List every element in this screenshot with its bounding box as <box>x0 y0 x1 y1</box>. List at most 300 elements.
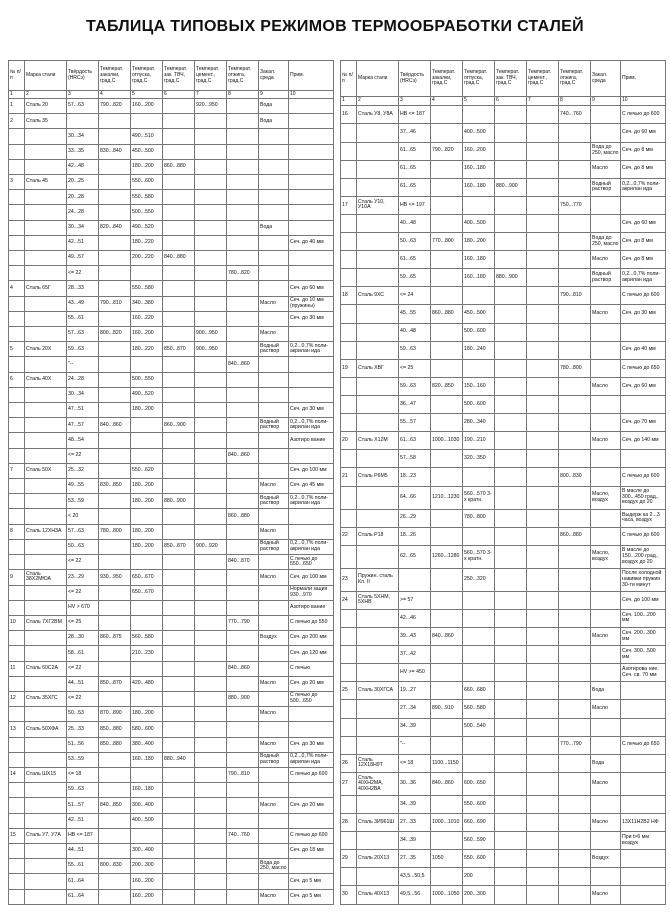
cell-col-7 <box>195 707 227 722</box>
cell-col-4 <box>431 736 463 754</box>
table-row <box>9 615 334 630</box>
cell-col-10 <box>289 524 334 539</box>
cell-col-4 <box>431 682 463 700</box>
cell-col-2 <box>357 178 399 196</box>
cell-col-7 <box>527 591 559 609</box>
cell-col-8 <box>227 159 259 174</box>
cell-col-7 <box>195 190 227 205</box>
cell-col-10: Сеч. до 8 мм <box>621 160 666 178</box>
cell-col-8 <box>559 795 591 813</box>
cell-col-2 <box>25 311 67 326</box>
cell-col-4 <box>431 269 463 287</box>
cell-col-7 <box>195 418 227 433</box>
cell-col-3: 57...63 <box>67 99 99 114</box>
cell-col-6 <box>495 754 527 772</box>
cell-col-3: HB <= 197 <box>399 196 431 214</box>
cell-col-7: 900...920 <box>195 539 227 554</box>
cell-col-6 <box>163 737 195 752</box>
cell-col-4 <box>431 323 463 341</box>
cell-col-1 <box>9 859 25 874</box>
cell-col-5: 150...160 <box>463 377 495 395</box>
table-row <box>9 357 334 372</box>
cell-col-5: 660...690 <box>463 814 495 832</box>
cell-col-6 <box>495 628 527 646</box>
cell-col-6 <box>495 377 527 395</box>
cell-col-2 <box>25 387 67 402</box>
cell-col-9: Масло <box>259 524 289 539</box>
cell-col-10: С печью до 650 <box>621 359 666 377</box>
table-row <box>9 874 334 889</box>
cell-col-3: 42...51 <box>67 813 99 828</box>
cell-col-7 <box>195 114 227 129</box>
cell-col-1: 29 <box>341 850 357 868</box>
cell-col-5: 160...180 <box>463 160 495 178</box>
cell-col-5 <box>131 661 163 676</box>
cell-col-4: 840...860 <box>431 628 463 646</box>
cell-col-4 <box>431 341 463 359</box>
table-row <box>9 296 334 311</box>
cell-col-3: HB <= 187 <box>399 106 431 124</box>
cell-col-4: 1210...1230 <box>431 486 463 509</box>
cell-col-9: Масло <box>259 737 289 752</box>
cell-col-2 <box>25 707 67 722</box>
cell-col-10: С печью <box>289 661 334 676</box>
cell-col-4 <box>99 159 131 174</box>
cell-col-5: 550...580 <box>131 281 163 296</box>
table-row <box>341 509 666 527</box>
cell-col-8: 840...860 <box>227 661 259 676</box>
cell-col-9 <box>591 832 621 850</box>
table-row <box>341 795 666 813</box>
cell-col-1 <box>9 889 25 904</box>
cell-col-1 <box>341 795 357 813</box>
cell-col-9 <box>259 403 289 418</box>
table-row <box>9 555 334 570</box>
cell-col-4 <box>99 266 131 281</box>
cell-col-8 <box>559 609 591 627</box>
cell-col-9 <box>591 323 621 341</box>
cell-col-8 <box>227 722 259 737</box>
cell-col-10: Сеч. до 60 мм <box>621 124 666 142</box>
cell-col-2 <box>357 486 399 509</box>
cell-col-4: 1000...1030 <box>431 432 463 450</box>
cell-col-5: 180...220 <box>131 342 163 357</box>
cell-col-2 <box>357 396 399 414</box>
cell-col-1 <box>341 214 357 232</box>
cell-col-3: 24...28 <box>67 372 99 387</box>
cell-col-9 <box>259 387 289 402</box>
cell-col-3: 28...30 <box>67 631 99 646</box>
table-row <box>9 798 334 813</box>
cell-col-1 <box>9 205 25 220</box>
table-row <box>9 129 334 144</box>
cell-col-1: 1 <box>9 99 25 114</box>
cell-col-5 <box>463 664 495 682</box>
cell-col-10 <box>289 144 334 159</box>
cell-col-8 <box>559 832 591 850</box>
cell-col-7 <box>195 555 227 570</box>
cell-col-8 <box>559 591 591 609</box>
cell-col-1 <box>9 539 25 554</box>
cell-col-6 <box>495 287 527 305</box>
cell-col-6 <box>163 357 195 372</box>
cell-col-9 <box>259 129 289 144</box>
cell-col-1: 25 <box>341 682 357 700</box>
table-row <box>341 772 666 795</box>
cell-col-10: С печью до 600 <box>621 287 666 305</box>
cell-col-4 <box>431 646 463 664</box>
cell-col-3: 59...63 <box>67 342 99 357</box>
cell-col-7 <box>527 341 559 359</box>
cell-col-1 <box>341 450 357 468</box>
cell-col-3: <= 22 <box>67 555 99 570</box>
cell-col-2 <box>357 269 399 287</box>
cell-col-6: 840...880 <box>163 251 195 266</box>
cell-col-9 <box>591 609 621 627</box>
table-row <box>9 114 334 129</box>
cell-col-6 <box>495 568 527 591</box>
cell-col-3: HB <= 187 <box>67 828 99 843</box>
cell-col-2 <box>357 323 399 341</box>
cell-col-9 <box>259 281 289 296</box>
cell-col-9 <box>259 357 289 372</box>
cell-col-9 <box>259 615 289 630</box>
column-number-row <box>9 91 334 99</box>
cell-col-8 <box>559 160 591 178</box>
cell-col-2 <box>25 737 67 752</box>
cell-col-9 <box>259 722 289 737</box>
cell-col-10 <box>289 220 334 235</box>
cell-col-7 <box>195 859 227 874</box>
cell-col-3: <= 24 <box>399 287 431 305</box>
cell-col-8 <box>227 463 259 478</box>
cell-col-10 <box>289 509 334 524</box>
cell-col-2 <box>357 414 399 432</box>
cell-col-5 <box>131 509 163 524</box>
cell-col-3: 42...48 <box>67 159 99 174</box>
cell-col-4 <box>431 160 463 178</box>
cell-col-10: 13Х11Н2В2 НФ <box>621 814 666 832</box>
cell-col-10: Сеч. до 30 мм <box>289 403 334 418</box>
cell-col-3: Твёрдость (HRCэ) <box>67 61 99 91</box>
cell-col-8 <box>227 707 259 722</box>
cell-col-5: 450...500 <box>463 305 495 323</box>
cell-col-3: 62...65 <box>399 545 431 568</box>
cell-col-2 <box>25 235 67 250</box>
cell-col-9 <box>591 646 621 664</box>
cell-col-1: 1 <box>341 97 357 106</box>
cell-col-10: С печью до 500...650 <box>289 691 334 706</box>
cell-col-8 <box>227 190 259 205</box>
cell-col-6 <box>163 433 195 448</box>
table-row <box>341 700 666 718</box>
table-row <box>9 159 334 174</box>
cell-col-9 <box>591 450 621 468</box>
cell-col-7 <box>195 403 227 418</box>
cell-col-10 <box>621 850 666 868</box>
cell-col-10 <box>621 718 666 736</box>
table-row <box>341 591 666 609</box>
cell-col-9: Вода <box>259 220 289 235</box>
cell-col-3: HV >= 450 <box>399 664 431 682</box>
cell-col-8 <box>227 783 259 798</box>
table-row <box>9 783 334 798</box>
cell-col-3: 25...33 <box>67 722 99 737</box>
cell-col-3: <= 25 <box>399 359 431 377</box>
table-row <box>9 843 334 858</box>
cell-col-8: 860...880 <box>227 509 259 524</box>
cell-col-1 <box>341 718 357 736</box>
cell-col-2 <box>357 305 399 323</box>
cell-col-5 <box>131 357 163 372</box>
cell-col-8 <box>227 387 259 402</box>
cell-col-3: 28...33 <box>67 281 99 296</box>
cell-col-6 <box>495 736 527 754</box>
cell-col-7 <box>195 722 227 737</box>
cell-col-10: 0,2...0,7% поли-акрилан ида <box>289 752 334 767</box>
cell-col-3: 61...65 <box>399 160 431 178</box>
cell-col-7 <box>195 479 227 494</box>
cell-col-2 <box>357 124 399 142</box>
cell-col-7: 900...950 <box>195 327 227 342</box>
cell-col-9: Вода <box>591 682 621 700</box>
cell-col-10: 0,2...0,7% поли-акрилан ида <box>289 418 334 433</box>
cell-col-2: Сталь ШХ15 <box>25 767 67 782</box>
cell-col-10: Сеч. 100...200 мм <box>621 609 666 627</box>
cell-col-7 <box>527 527 559 545</box>
cell-col-9 <box>259 828 289 843</box>
cell-col-9: Масло <box>259 296 289 311</box>
table-row <box>341 628 666 646</box>
cell-col-8 <box>227 646 259 661</box>
cell-col-6 <box>495 814 527 832</box>
cell-col-8 <box>227 570 259 585</box>
cell-col-6 <box>495 450 527 468</box>
cell-col-5: 550...620 <box>131 463 163 478</box>
cell-col-7 <box>195 220 227 235</box>
cell-col-2 <box>25 403 67 418</box>
cell-col-6 <box>163 631 195 646</box>
cell-col-9 <box>591 868 621 886</box>
cell-col-5 <box>463 646 495 664</box>
cell-col-6 <box>495 545 527 568</box>
cell-col-7 <box>527 142 559 160</box>
cell-col-4: 800...830 <box>99 859 131 874</box>
cell-col-4 <box>431 178 463 196</box>
cell-col-1 <box>341 832 357 850</box>
cell-col-8 <box>559 545 591 568</box>
cell-col-1: 7 <box>9 463 25 478</box>
cell-col-10 <box>289 387 334 402</box>
table-row <box>9 311 334 326</box>
cell-col-2 <box>25 813 67 828</box>
cell-col-10: Выдерж ка 2...3 часа, воздух <box>621 509 666 527</box>
cell-col-3: 43...49 <box>67 296 99 311</box>
cell-col-3: 42...51 <box>67 235 99 250</box>
cell-col-9: Вода до 250, масло <box>259 859 289 874</box>
cell-col-7 <box>195 843 227 858</box>
table-row <box>341 106 666 124</box>
table-row <box>341 214 666 232</box>
cell-col-8 <box>227 327 259 342</box>
cell-col-5 <box>131 767 163 782</box>
cell-col-7 <box>195 631 227 646</box>
cell-col-7 <box>195 129 227 144</box>
cell-col-2 <box>25 600 67 615</box>
table-row <box>341 251 666 269</box>
cell-col-9: Закал. среда <box>259 61 289 91</box>
cell-col-10 <box>621 450 666 468</box>
cell-col-7 <box>527 450 559 468</box>
cell-col-1 <box>341 646 357 664</box>
cell-col-9: Водный раствор <box>259 752 289 767</box>
cell-col-4: 860...880 <box>431 305 463 323</box>
table-row <box>9 661 334 676</box>
cell-col-5 <box>131 266 163 281</box>
cell-col-1 <box>9 357 25 372</box>
cell-col-7 <box>527 568 559 591</box>
cell-col-6 <box>163 281 195 296</box>
cell-col-10 <box>289 707 334 722</box>
cell-col-1 <box>9 235 25 250</box>
cell-col-2: Сталь Х12М <box>357 432 399 450</box>
cell-col-5 <box>463 628 495 646</box>
cell-col-10: 0,2...0,7% поли-акрилан ида <box>621 178 666 196</box>
cell-col-5: 780...800 <box>463 509 495 527</box>
cell-col-2: Марка стали <box>25 61 67 91</box>
cell-col-1 <box>9 585 25 600</box>
cell-col-6: 860...900 <box>163 418 195 433</box>
cell-col-7 <box>527 124 559 142</box>
cell-col-2 <box>25 296 67 311</box>
cell-col-2 <box>25 494 67 509</box>
cell-col-6 <box>163 311 195 326</box>
cell-col-2 <box>357 509 399 527</box>
cell-col-8 <box>227 281 259 296</box>
cell-col-1: № п/п <box>9 61 25 91</box>
cell-col-2: Сталь 12Х18Н9Т <box>357 754 399 772</box>
cell-col-9 <box>259 433 289 448</box>
cell-col-5: 200...300 <box>131 859 163 874</box>
cell-col-3: 61...64 <box>67 874 99 889</box>
cell-col-7 <box>195 387 227 402</box>
cell-col-1: 5 <box>9 342 25 357</box>
cell-col-2: Сталь 35ХГС <box>25 691 67 706</box>
cell-col-9: Масло <box>591 377 621 395</box>
cell-col-2: Сталь 40Х13 <box>357 886 399 905</box>
cell-col-6 <box>495 868 527 886</box>
cell-col-4 <box>431 450 463 468</box>
cell-col-7 <box>527 196 559 214</box>
cell-col-7 <box>195 357 227 372</box>
cell-col-1 <box>9 798 25 813</box>
cell-col-5 <box>463 359 495 377</box>
table-row <box>341 359 666 377</box>
cell-col-10: Сеч. до 8 мм <box>621 142 666 160</box>
cell-col-10 <box>289 859 334 874</box>
cell-col-6 <box>495 509 527 527</box>
cell-col-6 <box>495 700 527 718</box>
cell-col-5 <box>463 468 495 486</box>
cell-col-7 <box>195 524 227 539</box>
cell-col-2: Сталь У10, У10А <box>357 196 399 214</box>
cell-col-6: 880...940 <box>163 752 195 767</box>
cell-col-7 <box>195 266 227 281</box>
cell-col-3: 42...46 <box>399 609 431 627</box>
column-number-row <box>341 97 666 106</box>
cell-col-7 <box>195 798 227 813</box>
cell-col-4 <box>99 600 131 615</box>
cell-col-9 <box>259 874 289 889</box>
cell-col-4 <box>431 868 463 886</box>
cell-col-7 <box>195 311 227 326</box>
cell-col-6 <box>163 205 195 220</box>
cell-col-6 <box>163 524 195 539</box>
table-row <box>9 433 334 448</box>
cell-col-6 <box>163 813 195 828</box>
cell-col-2 <box>25 190 67 205</box>
cell-col-1: 18 <box>341 287 357 305</box>
cell-col-10: После холодной навивки пружин 30-ти минут <box>621 568 666 591</box>
cell-col-10: Сеч. до 100 мм <box>289 463 334 478</box>
cell-col-1 <box>9 874 25 889</box>
cell-col-5: 500...550 <box>131 372 163 387</box>
cell-col-6 <box>495 106 527 124</box>
cell-col-2: Сталь 40ХН2МА, 40ХН2ВА <box>357 772 399 795</box>
cell-col-9: Вода до 250, масло <box>591 233 621 251</box>
cell-col-5: Температ. отпуска, град.С <box>131 61 163 91</box>
cell-col-4: 1000...1050 <box>431 886 463 905</box>
cell-col-7 <box>195 889 227 904</box>
table-row <box>341 124 666 142</box>
cell-col-7 <box>195 767 227 782</box>
cell-col-8: 840...860 <box>227 448 259 463</box>
table-row <box>341 545 666 568</box>
cell-col-6 <box>163 874 195 889</box>
cell-col-5: 180...200 <box>131 539 163 554</box>
cell-col-5 <box>131 433 163 448</box>
cell-col-9: Вода <box>259 114 289 129</box>
cell-col-1: 21 <box>341 468 357 486</box>
table-row <box>341 886 666 905</box>
cell-col-9: Масло <box>591 160 621 178</box>
table-row <box>9 99 334 114</box>
cell-col-7 <box>527 609 559 627</box>
cell-col-5: 160...180 <box>131 783 163 798</box>
cell-col-5: 200 <box>463 868 495 886</box>
cell-col-8 <box>559 377 591 395</box>
cell-col-4 <box>99 342 131 357</box>
cell-col-8 <box>227 220 259 235</box>
cell-col-2: Сталь 35 <box>25 114 67 129</box>
cell-col-4 <box>431 196 463 214</box>
cell-col-2: Сталь Р6М5 <box>357 468 399 486</box>
cell-col-2: Сталь 5ХНМ, 5ХНВ <box>357 591 399 609</box>
cell-col-5: 490...520 <box>131 387 163 402</box>
table-row <box>341 287 666 305</box>
cell-col-4: 840...860 <box>99 418 131 433</box>
cell-col-4: 790...820 <box>99 99 131 114</box>
cell-col-9 <box>259 144 289 159</box>
table-row <box>341 142 666 160</box>
cell-col-4 <box>99 448 131 463</box>
cell-col-1 <box>9 631 25 646</box>
cell-col-2 <box>357 450 399 468</box>
cell-col-5 <box>131 114 163 129</box>
cell-col-3: 19...27 <box>399 682 431 700</box>
cell-col-10: С печью до 650 <box>621 736 666 754</box>
cell-col-3: 43,5...50,5 <box>399 868 431 886</box>
